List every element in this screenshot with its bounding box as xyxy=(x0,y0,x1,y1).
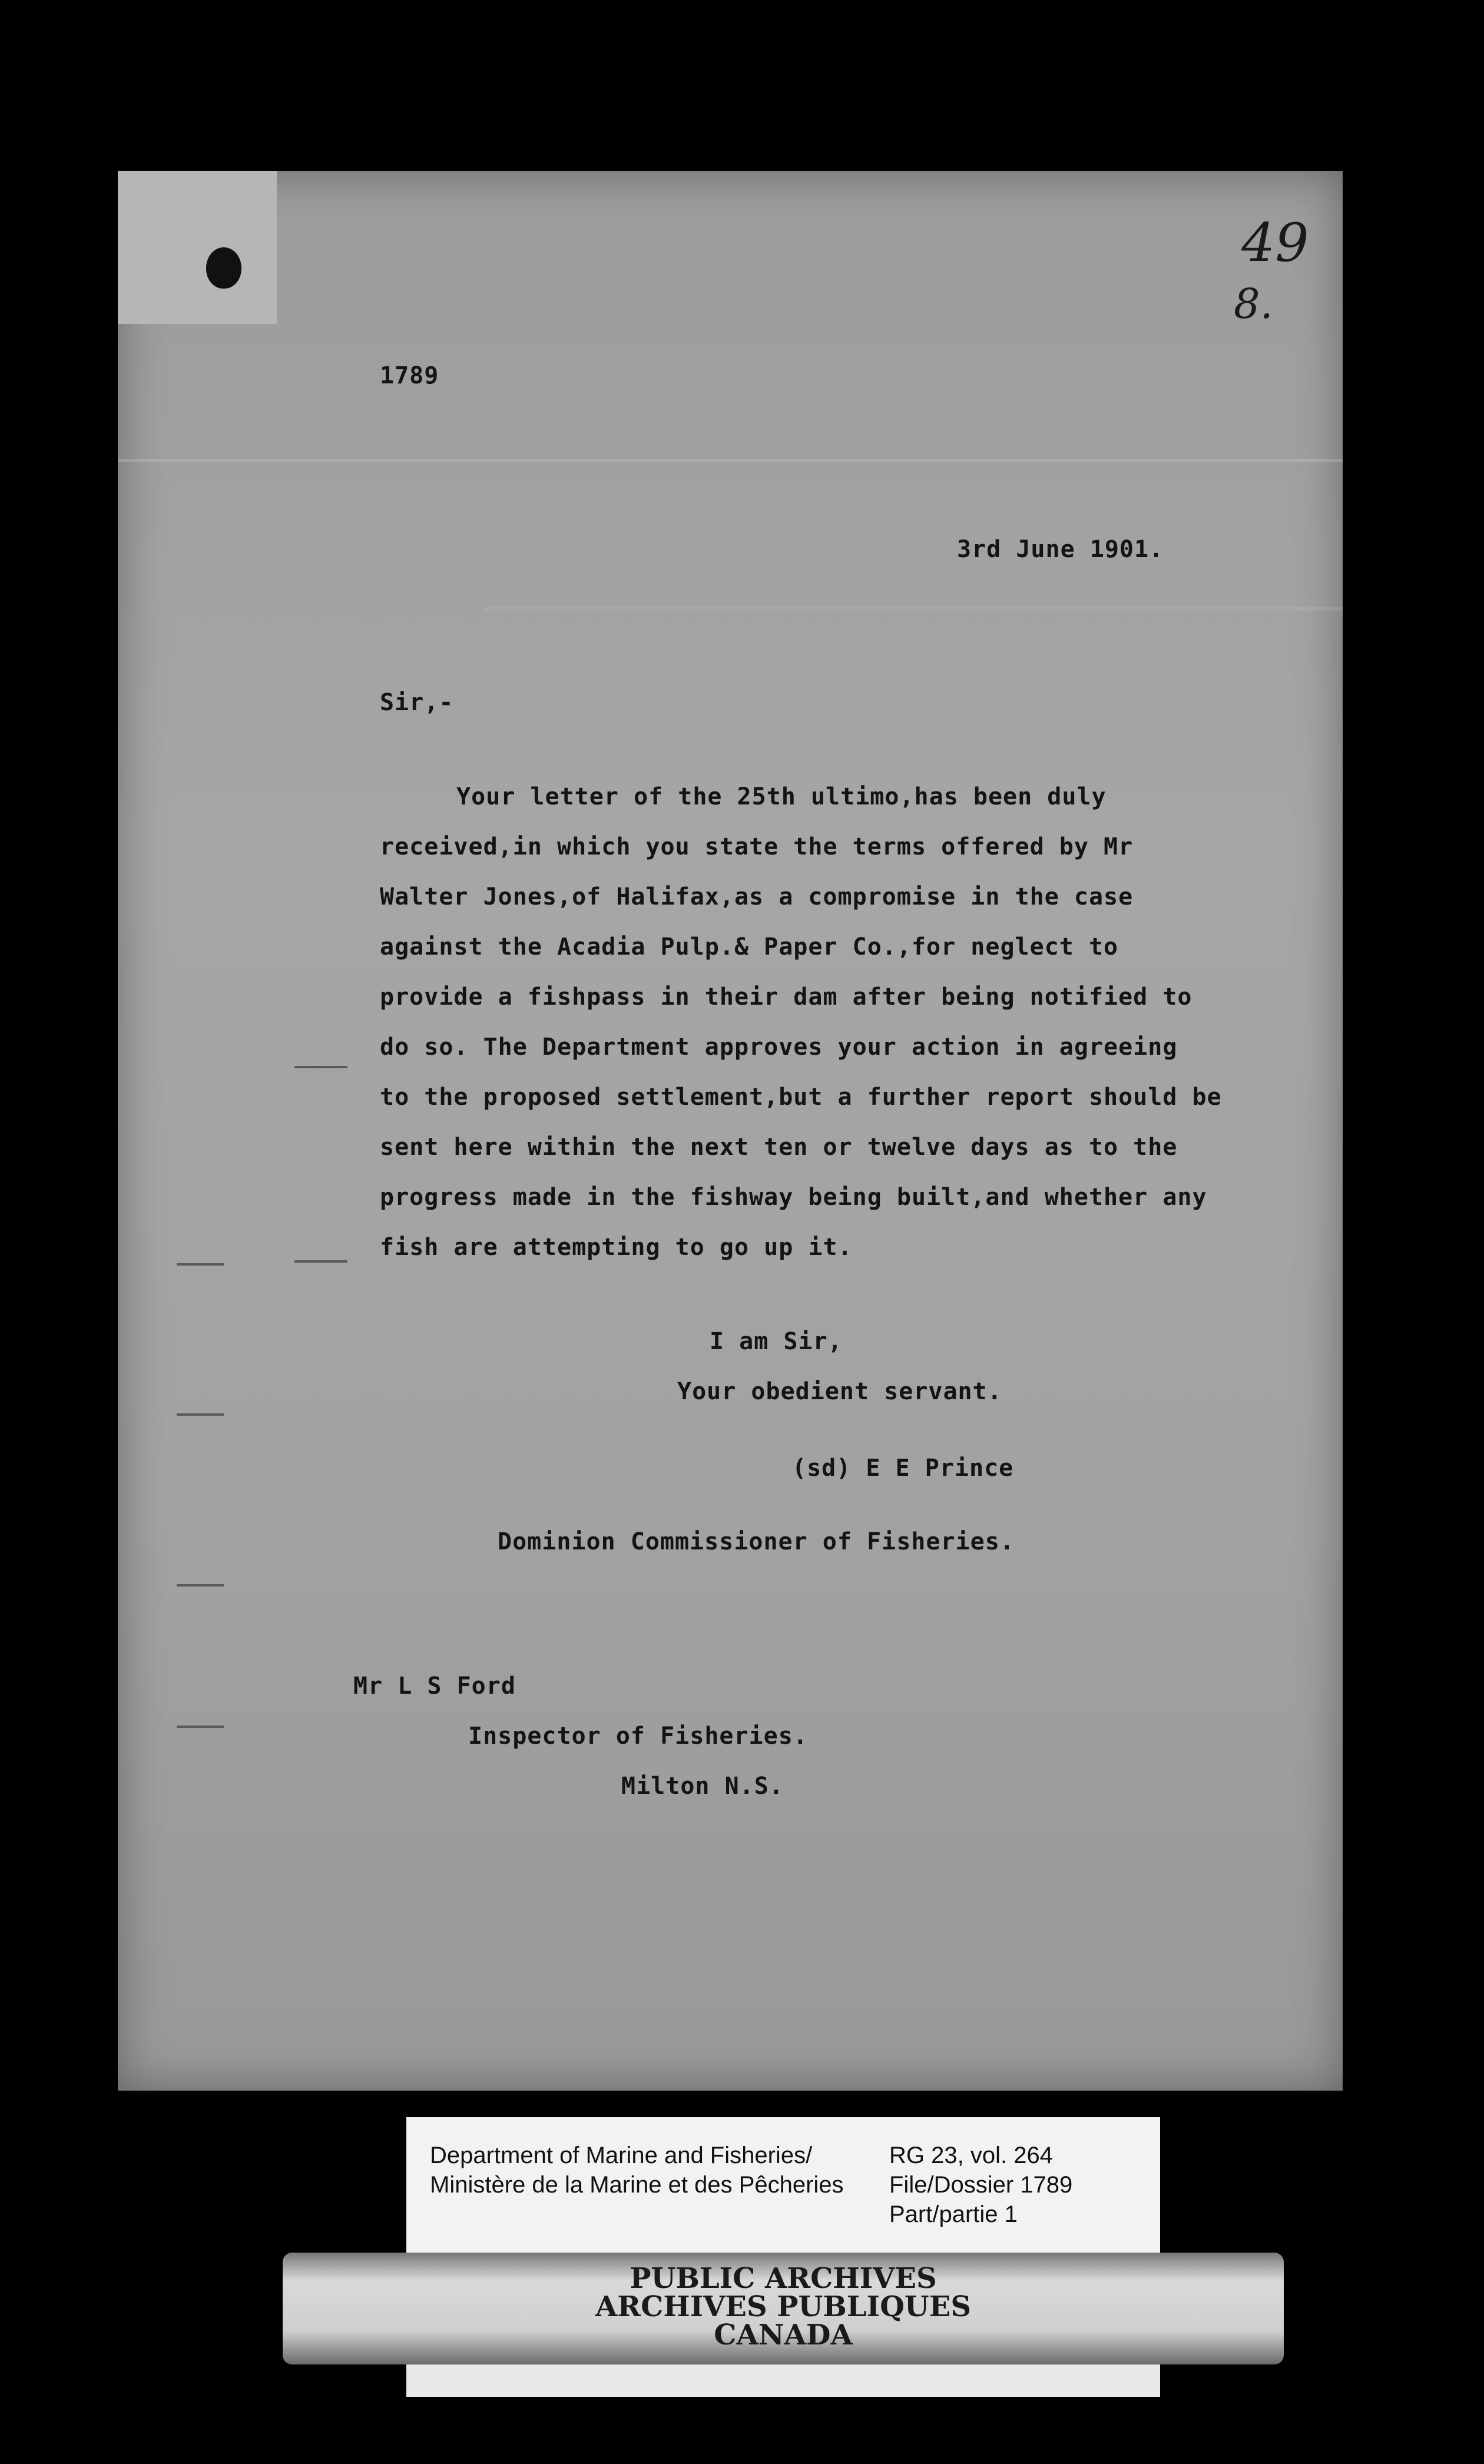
department-english: Department of Marine and Fisheries/ xyxy=(430,2142,813,2168)
record-group: RG 23, vol. 264 xyxy=(889,2142,1053,2168)
archive-label xyxy=(406,2117,1160,2253)
archives-stamp xyxy=(283,2253,1284,2364)
body-line: fish are attempting to go up it. xyxy=(380,1234,853,1261)
bottom-strip xyxy=(406,2364,1160,2397)
reference-number: 1789 xyxy=(380,362,439,389)
recipient-location: Milton N.S. xyxy=(621,1773,784,1800)
margin-tick xyxy=(294,1066,347,1068)
punch-hole xyxy=(206,247,241,289)
department-french: Ministère de la Marine et des Pêcheries xyxy=(430,2172,844,2198)
body-line: to the proposed settlement,but a further report should be xyxy=(380,1084,1222,1111)
letter-date: 3rd June 1901. xyxy=(957,536,1164,563)
body-line: Walter Jones,of Halifax,as a compromise in the case xyxy=(380,883,1134,910)
body-line: do so. The Department approves your action in agreeing xyxy=(380,1034,1178,1061)
margin-tick xyxy=(177,1263,224,1266)
closing-line: Your obedient servant. xyxy=(677,1378,1002,1405)
stamp-line: ARCHIVES PUBLIQUES xyxy=(595,2290,971,2323)
margin-tick xyxy=(294,1260,347,1263)
letter-page xyxy=(118,171,1343,2091)
margin-tick xyxy=(177,1726,224,1728)
salutation: Sir,- xyxy=(380,689,454,716)
faded-letterhead xyxy=(483,489,1343,611)
body-line: sent here within the next ten or twelve days as to the xyxy=(380,1134,1178,1161)
margin-tick xyxy=(177,1584,224,1587)
closing-line: I am Sir, xyxy=(710,1328,843,1355)
stamp-line: CANADA xyxy=(714,2319,853,2352)
body-line: received,in which you state the terms offered by Mr xyxy=(380,833,1134,860)
stamp-text xyxy=(283,2262,1284,2352)
body-line: provide a fishpass in their dam after being notified to xyxy=(380,983,1192,1011)
handwritten-page-mark: 8. xyxy=(1234,280,1273,328)
body-line: Your letter of the 25th ultimo,has been duly xyxy=(456,783,1107,810)
body-line: against the Acadia Pulp.& Paper Co.,for neglect to xyxy=(380,933,1119,961)
body-line: progress made in the fishway being built,and whether any xyxy=(380,1184,1207,1211)
handwritten-folio-number: 49 xyxy=(1241,212,1309,274)
margin-tick xyxy=(177,1413,224,1416)
archive-department xyxy=(430,2141,844,2200)
stamp-line: PUBLIC ARCHIVES xyxy=(630,2262,937,2295)
corner-patch xyxy=(118,171,277,324)
recipient-title: Inspector of Fisheries. xyxy=(468,1723,808,1750)
fold-line xyxy=(118,459,1343,462)
recipient-name: Mr L S Ford xyxy=(353,1673,516,1700)
part-number: Part/partie 1 xyxy=(889,2201,1018,2227)
archive-reference xyxy=(889,2141,1072,2229)
signature: (sd) E E Prince xyxy=(792,1455,1014,1482)
file-number: File/Dossier 1789 xyxy=(889,2172,1073,2198)
signatory-title: Dominion Commissioner of Fisheries. xyxy=(498,1528,1015,1555)
